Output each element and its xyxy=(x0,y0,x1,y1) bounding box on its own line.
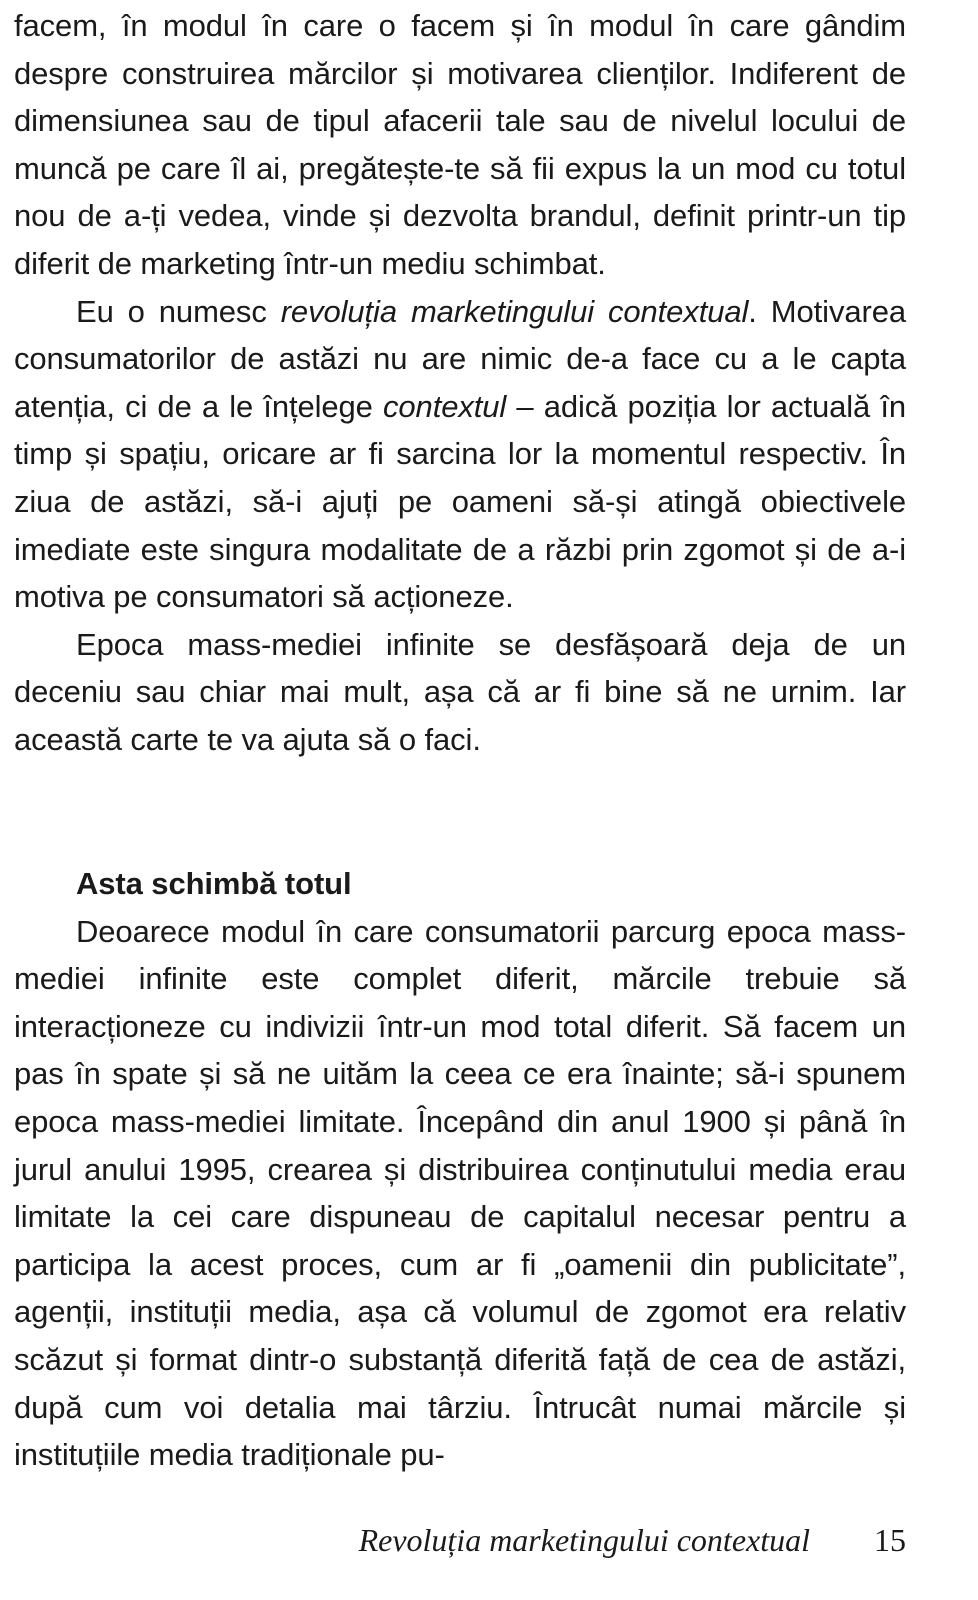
page-footer xyxy=(14,1518,906,1562)
body-text-section xyxy=(14,860,906,1479)
running-title: Revoluția marketingului contextual xyxy=(358,1522,810,1558)
paragraph-limited-media: Deoarece modul în care consumatorii parcurg epoca mass-mediei infinite este complet diferit, mărcile trebuie să interacționeze cu indivizii într-un mod total diferit. Să facem un pas în spate și să ne uităm la ceea ce era înainte; să-i spunem epoca mass-mediei limitate. Începând din anul 1900 și până în jurul anului 1995, crearea și distribuirea conținutului media erau limitate la cei care dispuneau de capitalul necesar pentru a participa la acest proces, cum ar fi „oamenii din publicitate”, agenții, instituții media, așa că volumul de zgomot era relativ scăzut și format dintr-o substanță diferită față de cea de astăzi, după cum voi detalia mai târziu. Întrucât numai mărcile și instituțiile media tradiționale pu- xyxy=(14,913,906,1473)
paragraph-text: . Motivarea consumatorilor de astăzi nu are nimic de-a face cu a le capta atenția, ci de a le înțelege xyxy=(14,293,906,424)
body-text-upper xyxy=(14,2,906,764)
page-number: 15 xyxy=(874,1522,906,1558)
paragraph-text: – adică poziția lor actuală în timp și spațiu, oricare ar fi sarcina lor la momentul respectiv. În ziua de astăzi, să-i ajuți pe oameni să-și atingă obiectivele imediate este singura modalitate de a răzbi prin zgomot și de a-i motiva pe consumatori să acționeze. xyxy=(14,388,906,615)
paragraph-continuation: facem, în modul în care o facem și în modul în care gândim despre construirea mărcilor și motivarea clienților. Indiferent de dimensiunea sau de tipul afacerii tale sau de nivelul locului de muncă pe care îl ai, pregătește-te să fii expus la un mod cu totul nou de a-ți vedea, vinde și dezvolta brandul, definit printr-un tip diferit de marketing într-un mediu schimbat. xyxy=(14,8,906,281)
paragraph-infinite-media: Epoca mass-mediei infinite se desfășoară deja de un deceniu sau chiar mai mult, așa că ar fi bine să ne urnim. Iar această carte te va ajuta să o faci. xyxy=(14,626,906,757)
emphasis-revolution-term: revoluția marketingului contextual xyxy=(280,293,749,329)
section-heading: Asta schimbă totul xyxy=(76,866,352,901)
paragraph-text: Eu o numesc xyxy=(76,293,281,329)
emphasis-context-term: contextul xyxy=(383,388,507,424)
paragraph-contextual-revolution xyxy=(14,288,906,621)
